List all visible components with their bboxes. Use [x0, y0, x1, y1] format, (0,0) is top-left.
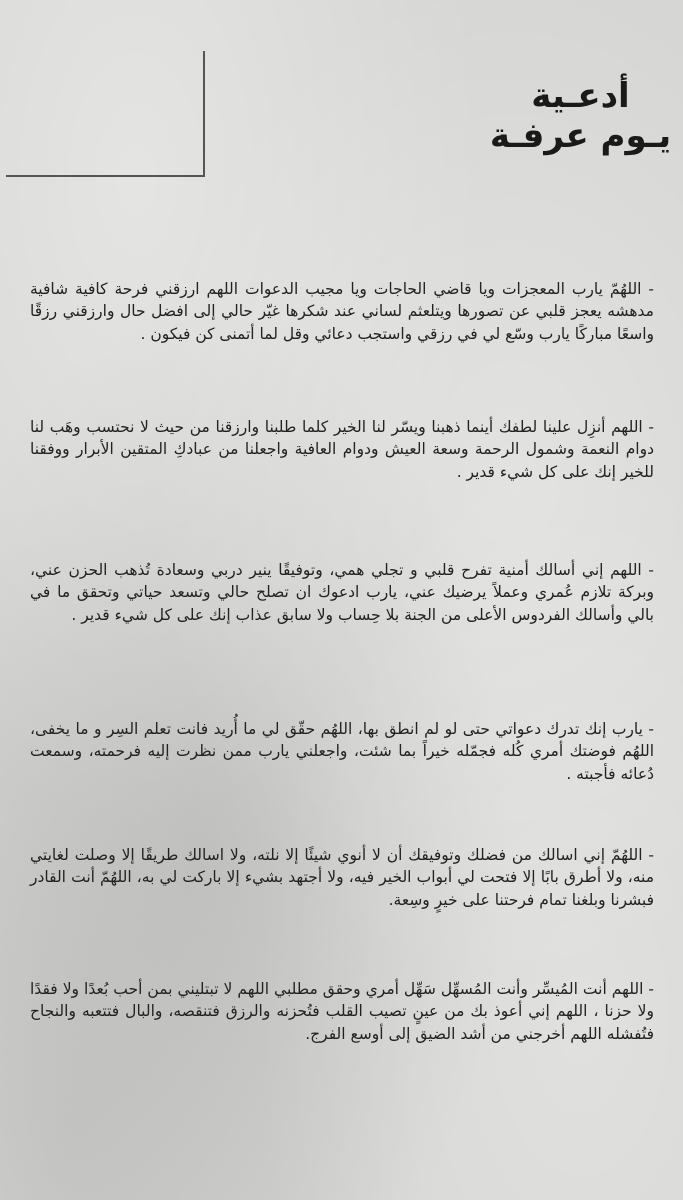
- dua-paragraph: - اللهُمّ يارب المعجزات ويا قاضي الحاجات ويا مجيب الدعوات اللهم ارزقني فرحة كافية شافية مدهشه يعجز قلبي عن تصورها ويتلعثم لساني عند شكرها غيّر حالي إلى افضل حال وارزقني رزقًا واسعًا مباركًا يارب وسّع لي في رزقي واستجب دعائي وقل لما أتمنى كن فيكون .: [30, 279, 654, 343]
- dua-paragraph: - يارب إنك تدرك دعواتي حتى لو لم انطق بها، اللهُم حقّق لي ما أُريد فانت تعلم السِر و ما يخفى، اللهُم فوضتك أمري كُله فجمّله خيراً بما شئت، واجعلني يارب ممن نظرت إليه فرحمته، وسمعت دُعائه فأجبته .: [30, 719, 654, 783]
- dua-paragraph: - اللهم إني أسالك أمنية تفرح قلبي و تجلي همي، وتوفيقًا ينير دربي وسعادة تُذهب الحزن عني، وبركة تلازم عُمري وعملاً يرضيك عني، يارب ادعوك ان تصلح حالي وتسعد حياتي وتحقق ما في بالي وأسالك الفردوس الأعلى من الجنة بلا حِساب ولا سابق عذاب إنك على كل شيء قدير .: [30, 560, 654, 624]
- dua-paragraph: - اللهم أنزِل علينا لطفك أينما ذهبنا ويسّر لنا الخير كلما طلبنا وارزقنا من حيث لا نحتسب وهَب لنا دوام النعمة وشمول الرحمة وسعة العيش ودوام العافية واجعلنا من عبادكِ المتقين الأبرار ووفقنا للخير إنك على كل شيء قدير .: [30, 417, 654, 481]
- dua-paragraph: - اللهُمّ إني اسالك من فضلك وتوفيقك أن لا أنوي شيئًا إلا نلته، ولا اسالك طريقًا إلا وصلت لغايتي منه، ولا أطرق بابًا إلا فتحت لي أبواب الخير فيه، ولا أجتهد بشيء إلا باركت لي به، اللهُمّ أنت القادر فبشرنا وبلغنا تمام فرحتنا على خيرٍ وسِعة.: [30, 845, 654, 909]
- dua-paragraph: - اللهم أنت المُيسِّر وأنت المُسهِّل سَهِّل أمري وحقق مطلبي اللهم لا تبتليني بمن أحب بُعدًا ولا فقدًا ولا حزنا ، اللهم إني أعوذ بك من عينٍ تصيب القلب فتُحزنه والرزق فتنقصه، والبال فتتعبه والنجاح فتُفشله اللهم أخرجني من أشد الضيق إلى أوسع الفرج.: [30, 979, 654, 1043]
- title-frame: [6, 51, 205, 177]
- page-title-line-2: يـوم عرفـة: [489, 116, 672, 156]
- page-title-line-1: أدعـية: [531, 76, 630, 116]
